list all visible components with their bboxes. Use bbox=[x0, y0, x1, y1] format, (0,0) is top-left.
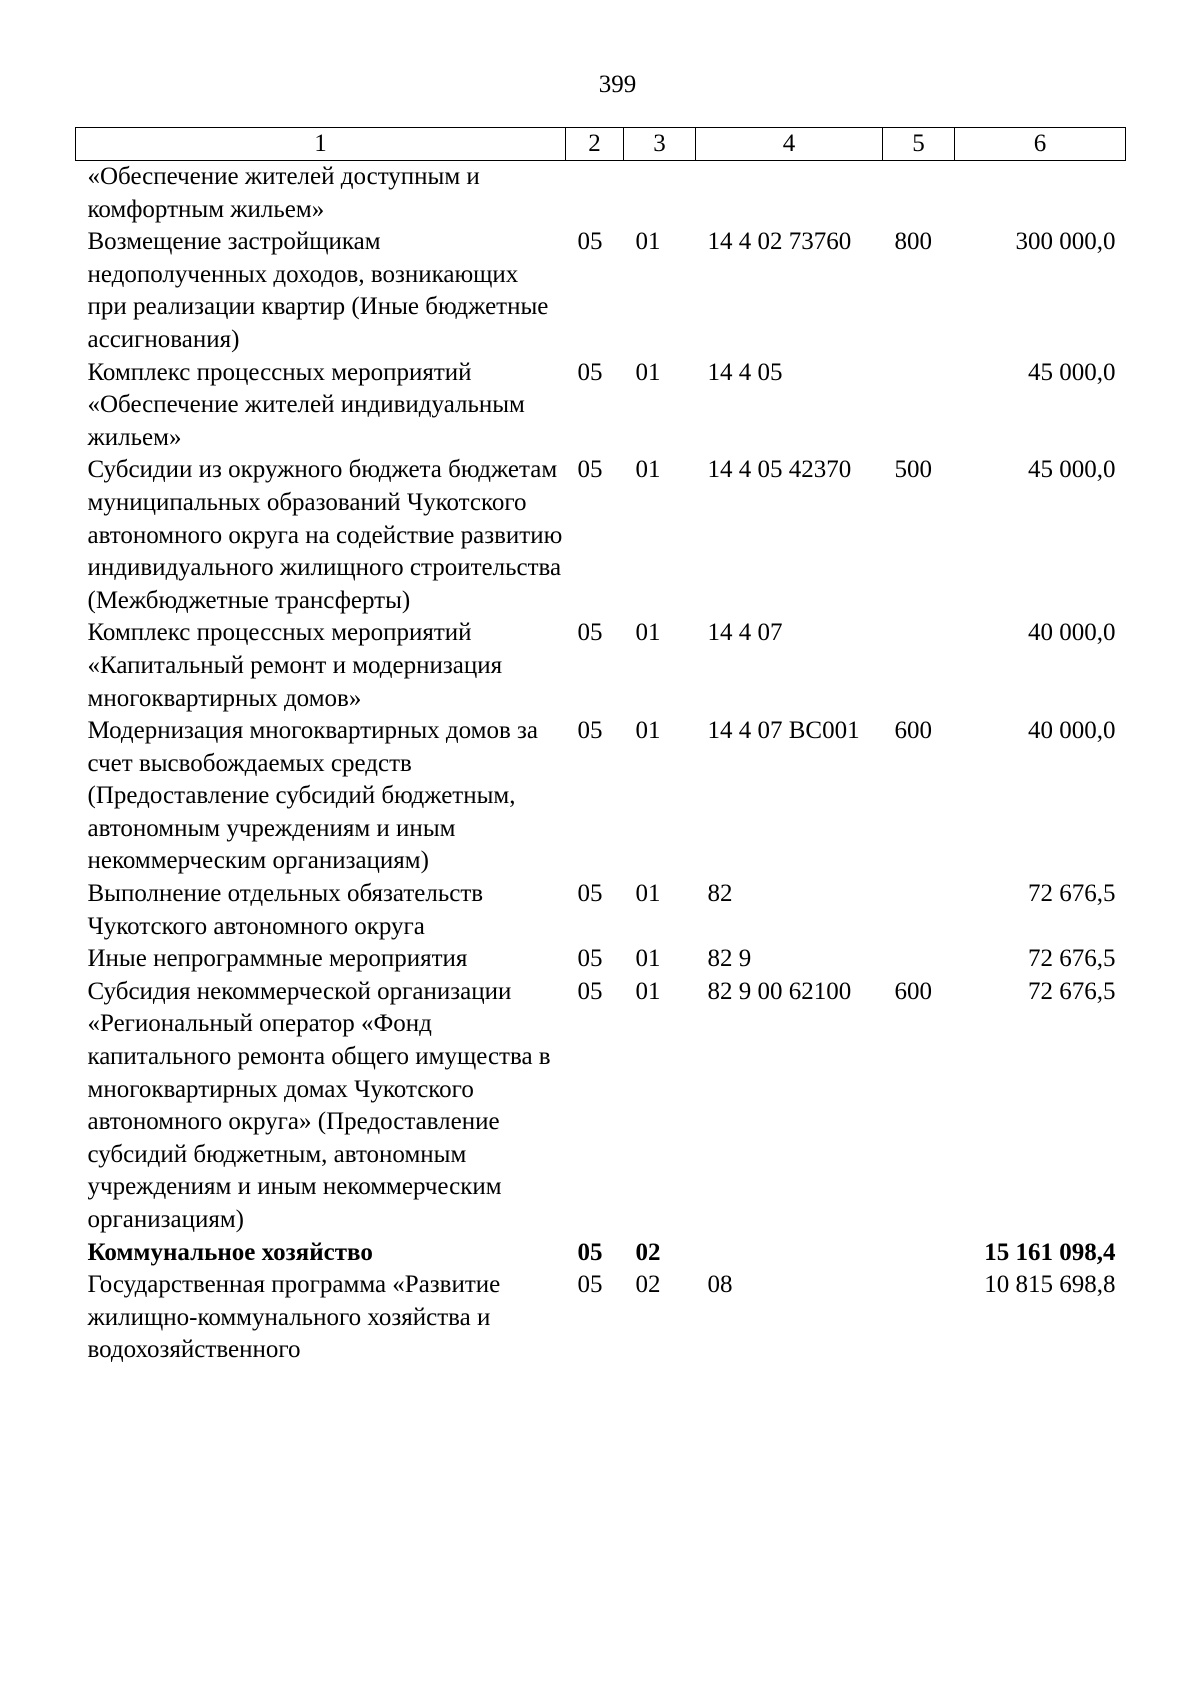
row-name: Выполнение отдельных обязательств Чукотского автономного округа bbox=[87, 880, 484, 940]
table-row bbox=[76, 454, 1126, 617]
row-expense-type: 600 bbox=[894, 717, 932, 745]
row-expense-type: 600 bbox=[894, 977, 932, 1005]
table-row bbox=[76, 976, 1126, 1237]
row-subsection: 01 bbox=[635, 228, 661, 256]
row-expense-type bbox=[883, 878, 955, 943]
row-amount: 72 676,5 bbox=[1028, 945, 1116, 973]
row-name: Субсидии из окружного бюджета бюджетам муниципальных образований Чукотского автономного округа на содействие развитию индивидуального жилищного строительства (Межбюджетные трансферты) bbox=[87, 456, 563, 614]
row-amount bbox=[955, 161, 1126, 227]
table-row bbox=[76, 161, 1126, 227]
row-expense-type bbox=[883, 943, 955, 976]
row-amount: 40 000,0 bbox=[1028, 619, 1116, 647]
row-target-code: 08 bbox=[707, 1271, 733, 1299]
table-row bbox=[76, 1269, 1126, 1367]
table-row bbox=[76, 617, 1126, 715]
row-subsection: 01 bbox=[635, 619, 661, 647]
row-amount: 72 676,5 bbox=[1028, 880, 1116, 908]
row-section: 05 bbox=[577, 945, 603, 973]
row-section: 05 bbox=[577, 619, 603, 647]
row-name: Государственная программа «Развитие жилищно-коммунального хозяйства и водохозяйственного bbox=[87, 1271, 501, 1364]
row-section: 05 bbox=[577, 717, 603, 745]
column-header-name: 1 bbox=[76, 128, 566, 161]
row-subsection: 02 bbox=[635, 1238, 661, 1266]
row-section: 05 bbox=[577, 880, 603, 908]
row-subsection: 01 bbox=[635, 977, 661, 1005]
row-amount: 40 000,0 bbox=[1028, 717, 1116, 745]
row-amount: 45 000,0 bbox=[1028, 358, 1116, 386]
row-section: 05 bbox=[577, 1238, 603, 1266]
page-number: 399 bbox=[598, 71, 637, 98]
column-header-section: 2 bbox=[566, 128, 624, 161]
row-name: Субсидия некоммерческой организации «Региональный оператор «Фонд капитального ремонта общего имущества в многоквартирных домах Чукотского автономного округа» (Предоставление субсидий бюджетным, автономным учреждениям и иным некоммерческим организациям) bbox=[87, 977, 551, 1233]
row-target-code: 82 9 00 62100 bbox=[707, 977, 852, 1005]
header-row bbox=[76, 128, 1126, 161]
row-name: Комплекс процессных мероприятий «Капитальный ремонт и модернизация многоквартирных домов» bbox=[87, 619, 503, 712]
row-amount: 10 815 698,8 bbox=[984, 1271, 1116, 1299]
row-name: Иные непрограммные мероприятия bbox=[87, 945, 468, 973]
row-name: «Обеспечение жителей доступным и комфортным жильем» bbox=[87, 163, 480, 223]
row-section: 05 bbox=[577, 1271, 603, 1299]
row-section: 05 bbox=[577, 456, 603, 484]
row-amount: 45 000,0 bbox=[1028, 456, 1116, 484]
table-row bbox=[76, 943, 1126, 976]
row-subsection: 01 bbox=[635, 945, 661, 973]
row-section bbox=[566, 161, 624, 227]
row-target-code: 82 9 bbox=[707, 945, 752, 973]
table-row bbox=[76, 357, 1126, 455]
row-expense-type bbox=[883, 1269, 955, 1367]
row-target-code: 14 4 05 bbox=[707, 358, 783, 386]
row-target-code: 14 4 07 bbox=[707, 619, 783, 647]
row-subsection: 01 bbox=[635, 456, 661, 484]
table-body bbox=[76, 161, 1126, 1367]
table-row bbox=[76, 1237, 1126, 1270]
row-target-code: 14 4 02 73760 bbox=[707, 228, 852, 256]
row-section: 05 bbox=[577, 228, 603, 256]
row-amount: 300 000,0 bbox=[1015, 228, 1116, 256]
row-subsection: 01 bbox=[635, 358, 661, 386]
row-amount: 15 161 098,4 bbox=[984, 1238, 1116, 1266]
row-expense-type bbox=[883, 1237, 955, 1270]
table-row bbox=[76, 715, 1126, 878]
row-subsection: 01 bbox=[635, 880, 661, 908]
row-subsection: 01 bbox=[635, 717, 661, 745]
row-section: 05 bbox=[577, 977, 603, 1005]
column-header-expense-type: 5 bbox=[883, 128, 955, 161]
row-subsection: 02 bbox=[635, 1271, 661, 1299]
row-target-code: 14 4 05 42370 bbox=[707, 456, 852, 484]
row-name: Комплекс процессных мероприятий «Обеспечение жителей индивидуальным жильем» bbox=[87, 358, 525, 451]
row-amount: 72 676,5 bbox=[1028, 977, 1116, 1005]
row-expense-type bbox=[883, 617, 955, 715]
column-header-amount: 6 bbox=[955, 128, 1126, 161]
column-header-target-code: 4 bbox=[696, 128, 883, 161]
row-subsection bbox=[624, 161, 696, 227]
row-name: Коммунальное хозяйство bbox=[87, 1238, 373, 1266]
row-target-code: 14 4 07 ВС001 bbox=[707, 717, 860, 745]
row-section: 05 bbox=[577, 358, 603, 386]
row-name: Возмещение застройщикам недополученных доходов, возникающих при реализации квартир (Иные бюджетные ассигнования) bbox=[87, 228, 549, 353]
row-expense-type bbox=[883, 357, 955, 455]
budget-table bbox=[75, 127, 1126, 1367]
table-row bbox=[76, 878, 1126, 943]
row-target-code bbox=[696, 161, 883, 227]
row-target-code bbox=[696, 1237, 883, 1270]
row-expense-type: 500 bbox=[894, 456, 932, 484]
row-name: Модернизация многоквартирных домов за счет высвобождаемых средств (Предоставление субсидий бюджетным, автономным учреждениям и иным некоммерческим организациям) bbox=[87, 717, 538, 875]
row-target-code: 82 bbox=[707, 880, 733, 908]
table-row bbox=[76, 226, 1126, 356]
row-expense-type bbox=[883, 161, 955, 227]
column-header-subsection: 3 bbox=[624, 128, 696, 161]
row-expense-type: 800 bbox=[894, 228, 932, 256]
